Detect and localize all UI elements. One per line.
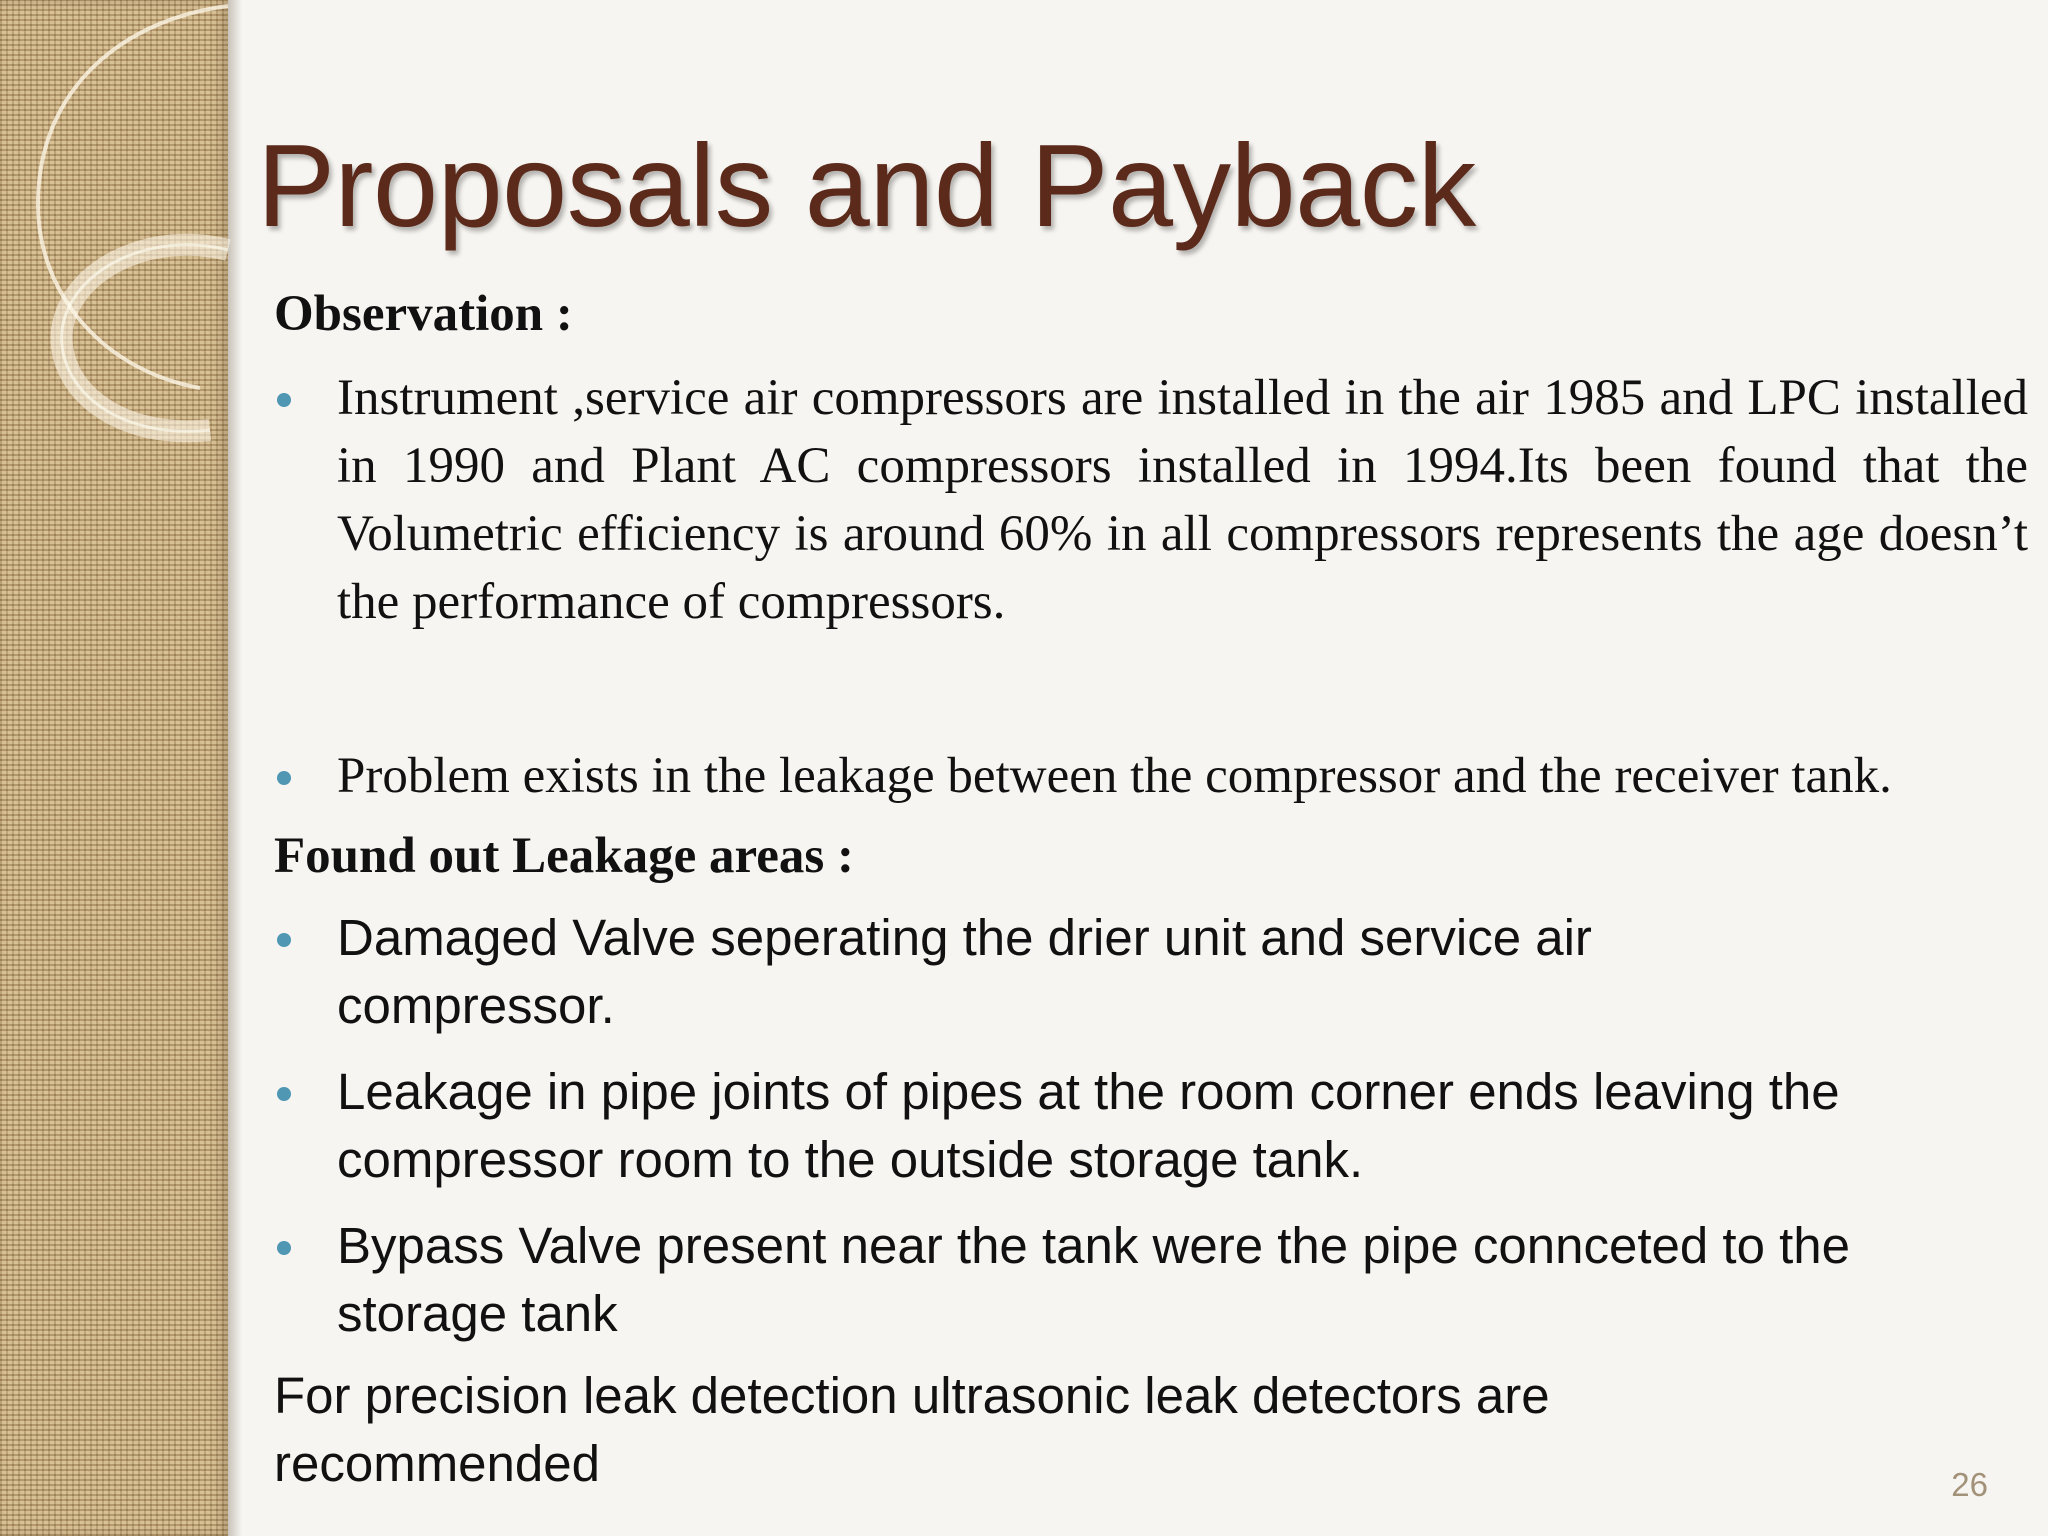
observation-bullet-text: Instrument ,service air compressors are installed in the air 1985 and LPC installed in 1990 and Plant AC compressors installed in 1994.Its been found that the Volumetric efficiency is around 60% in all compressors represents the age doesn’t the performance of compressors. <box>337 370 2028 630</box>
observation-bullet <box>274 742 2028 810</box>
leakage-bullet-text: Leakage in pipe joints of pipes at the room corner ends leaving the compressor room to the outside storage tank. <box>337 1063 1840 1188</box>
slide-title: Proposals and Payback <box>257 120 1476 251</box>
bullet-dot-icon <box>277 393 291 407</box>
observation-heading: Observation : <box>274 286 573 342</box>
observation-bullet <box>274 364 2028 636</box>
burlap-texture-panel <box>0 0 228 1536</box>
leakage-bullet <box>274 1212 2028 1348</box>
observation-bullet-text: Problem exists in the leakage between the compressor and the receiver tank. <box>337 748 1892 804</box>
leakage-bullet-text: Damaged Valve seperating the drier unit and service air compressor. <box>337 909 1592 1034</box>
leakage-bullet <box>274 904 1817 1040</box>
leakage-bullet-text: Bypass Valve present near the tank were the pipe connceted to the storage tank <box>337 1217 1851 1342</box>
closing-text: For precision leak detection ultrasonic leak detectors are recommended <box>274 1367 1550 1492</box>
bullet-dot-icon <box>277 933 291 947</box>
bullet-dot-icon <box>277 1087 291 1101</box>
slide-content <box>274 278 2028 1498</box>
texture-shadow <box>228 0 242 1536</box>
page-number: 26 <box>1951 1466 1988 1503</box>
leakage-heading: Found out Leakage areas : <box>274 828 854 884</box>
bullet-dot-icon <box>277 1241 291 1255</box>
leakage-bullet <box>274 1058 2028 1194</box>
bullet-dot-icon <box>277 771 291 785</box>
